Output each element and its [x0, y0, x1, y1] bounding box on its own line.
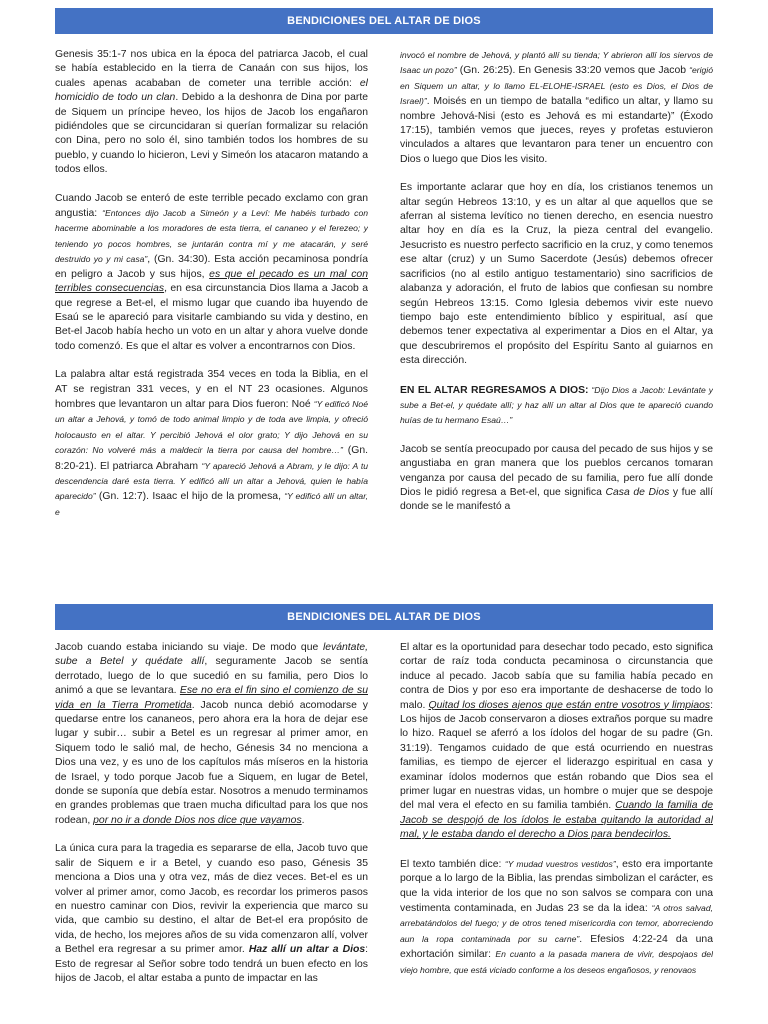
page2-left-column	[55, 641, 368, 1024]
paragraph: Genesis 35:1-7 nos ubica en la época del patriarca Jacob, el cual se había establecido en la tierra de Canaán con sus hijos, los cuales apenas acababan de cometer una terrible acción: el homicidio de todo un clan. Debido a la deshonra de Dina por parte de Siquem un príncipe heveo, los hijos de Jacob los engañaron pidiéndoles que se circuncidaran si querían formalizar su relación con Dina, pero no solo él, sino también todos los hombres de su pueblo, y cuando lo hicieron, Levi y Simeón los atacaron matando a todos ellos.	[55, 49, 368, 176]
section-heading: EN EL ALTAR REGRESAMOS A DIOS: “Dijo Dios a Jacob: Levántate y sube a Bet-el, y quédate allí; y haz allí un altar al Dios que te apareció cuando huías de tu hermano Esaú…”	[400, 384, 713, 426]
paragraph: Jacob se sentía preocupado por causa del pecado de sus hijos y se angustiaba en gran manera que los pueblos cercanos tomaran venganza por causa del pecado de su familia, pero fue allí donde Dios le pidió regresa a Bet-el, que significa Casa de Dios y fue allí donde se le manifestó a	[400, 443, 713, 513]
paragraph: Es importante aclarar que hoy en día, los cristianos tenemos un altar según Hebreos 13:10, y es un altar al que aquellos que se aferran al sistema levítico no tienen derecho, en esencia nuestro altar hoy en día es la Cruz, la pieza central del evangelio. Jesucristo es nuestro perfecto sacrificio en la cruz, y como tenemos ese altar (cruz) y un Sumo Sacerdote (Jesús) debemos ofrecer sacrificios (no al estilo antiguo testamentario) sino sacrificios de alabanza y adoración, el fruto de labios que confiesan su nombre según Hebreos 13:15. Como Iglesia debemos vivir este nuevo tiempo bajo este entendimiento bíblico y espiritual, así que debemos tener expectativa al experimentar a Dios en el Altar, ya que descubriremos el propósito del Espíritu Santo al guiarnos en esta dirección.	[400, 182, 713, 367]
paragraph: Jacob cuando estaba iniciando su viaje. De modo que levántate, sube a Betel y quédate allí, seguramente Jacob se sentía derrotado, luego de lo que sucedió en su familia, pero Dios lo animó a que se levantara. Ese no era el fin sino el comienzo de su vida en la Tierra Prometida. Jacob nunca debió acomodarse y quedarse entre los cananeos, pero ahora era la hora de dejar ese lugar y subir… subir a Betel es un regresar al primer amor, en Siquem todo le salió mal, de hecho, Génesis 34 no menciona a Dios una vez, y es uno de los capítulos más míseros en la historia de Israel, y todo porque Jacob fue a Siquem, en lugar de Betel, donde se suponía que debía estar. Nosotros a menudo terminamos en grandes problemas que traen mucha dificultad para los que nos rodean, por no ir a donde Dios nos dice que vayamos.	[55, 642, 368, 826]
paragraph: La palabra altar está registrada 354 veces en toda la Biblia, en el AT se registran 331 veces, y en el NT 23 ocasiones. Algunos hombres que levantaron un altar para Dios fueron: Noé “Y edificó Noé un altar a Jehová, y tomó de todo animal limpio y de toda ave limpia, y ofreció holocausto en el altar. Y percibió Jehová el olor grato; Y dijo Jehová en su corazón: No volveré más a maldecir la tierra por causa del hombre…” (Gn. 8:20-21). El patriarca Abraham “Y apareció Jehová a Abram, y le dijo: A tu descendencia daré esta tierra. Y edificó allí un altar a Jehová, quien le había aparecido” (Gn. 12:7). Isaac el hijo de la promesa, “Y edificó allí un altar, e	[55, 369, 368, 517]
paragraph: El altar es la oportunidad para desechar todo pecado, esto significa cortar de raíz toda conducta pecaminosa o circunstancia que induce al pecado. Jacob sabía que su familia había pecado en contra de Dios y por eso era importante de deshacerse de todo lo malo. Quitad los dioses ajenos que están entre vosotros y limpiaos: Los hijos de Jacob conservaron a dioses extraños porque su madre lo hizo. Raquel se aferró a los ídolos del hogar de su padre (Gn. 31:19). Tengamos cuidado de que está ocurriendo en nuestras familias, es tiempo de ejercer el liderazgo espiritual en casa y examinar ídolos modernos que están robando que Dios sea el primer lugar en nuestras vidas, un hombre o mujer que se despoje del mal vera el efecto en su familia también. Cuando la familia de Jacob se despojó de los ídolos le estaba quitando la autoridad al mal, y le estaba dando el derecho a Dios para bendecirlos.	[400, 642, 713, 841]
paragraph: El texto también dice: “Y mudad vuestros vestidos”, esto era importante porque a lo largo de la Biblia, las prendas simbolizan el carácter, es que la vida interior de los que no son salvos se compara con una vestimenta contaminada, en Judas 23 se da la idea: “A otros salvad, arrebatándolos del fuego; y de otros tened misericordia con temor, aborreciendo aun la ropa contaminada por su carne”. Efesios 4:22-24 da una exhortación similar: En cuanto a la pasada manera de vivir, despojaos del viejo hombre, que está viciado conforme a los deseos engañosos, y renovaos	[400, 858, 713, 975]
page1-header: BENDICIONES DEL ALTAR DE DIOS	[55, 8, 713, 34]
paragraph: invocó el nombre de Jehová, y plantó allí su tienda; Y abrieron allí los siervos de Isaac un pozo” (Gn. 26:25). En Genesis 33:20 vemos que Jacob “erigió en Siquem un altar, y lo llamo EL-ELOHE-ISRAEL (esto es Dios, el Dios de Israel)”. Moisés en un tiempo de batalla “edifico un altar, y llamo su nombre Jehová-Nisi (esto es Jehová es mi estandarte)” (Éxodo 17:15), también vemos que jueces, reyes y profetas estuvieron vinculados a altares que levantaron para tener un encuentro con Dios o luego que Dios les visito.	[400, 50, 713, 165]
paragraph: Cuando Jacob se enteró de este terrible pecado exclamo con gran angustia: “Entonces dijo Jacob a Simeón y a Leví: Me habéis turbado con hacerme abominable a los moradores de esta tierra, el cananeo y el ferezeo; y teniendo yo pocos hombres, se juntarán contra mí y me atacarán, y seré destruido yo y mi casa”, (Gn. 34:30). Esta acción pecaminosa pondría en peligro a Jacob y sus hijos, es que el pecado es un mal con terribles consecuencias, en esa circunstancia Dios llama a Jacob a que regrese a Bet-el, el mismo lugar que cuando iba huyendo de Esaú se le apareció para visitarle cambiando su vida y destino, en Bet-el Jacob había hecho un voto en un altar y ahora vuelve donde todo comenzó. Es que el altar es volver a encontrarnos con Dios.	[55, 192, 368, 352]
page1-left-column	[55, 48, 368, 548]
page2-right-column	[400, 641, 713, 1024]
page1-right-column	[400, 48, 713, 548]
paragraph: La única cura para la tragedia es separarse de ella, Jacob tuvo que salir de Siquem e ir a Betel, y cuando eso paso, Génesis 35 menciona a Dios una y otra vez, más de diez veces. Bet-el es un volver al primer amor, como Jacob, es recordar los primeros pasos en nuestro caminar con Dios, revivir la experiencia que marco su vida, que cambio su destino, el altar de Bet-el era propósito de vida, de hecho, los mejores años de su vida comenzaron allí, volver a Bethel era regresar a su primer amor. Haz allí un altar a Dios: Esto de regresar al Señor sobre todo tendrá un buen efecto en los hijos de Jacob, el altar estaba a punto de impactar en las	[55, 843, 368, 984]
page2-header: BENDICIONES DEL ALTAR DE DIOS	[55, 604, 713, 630]
